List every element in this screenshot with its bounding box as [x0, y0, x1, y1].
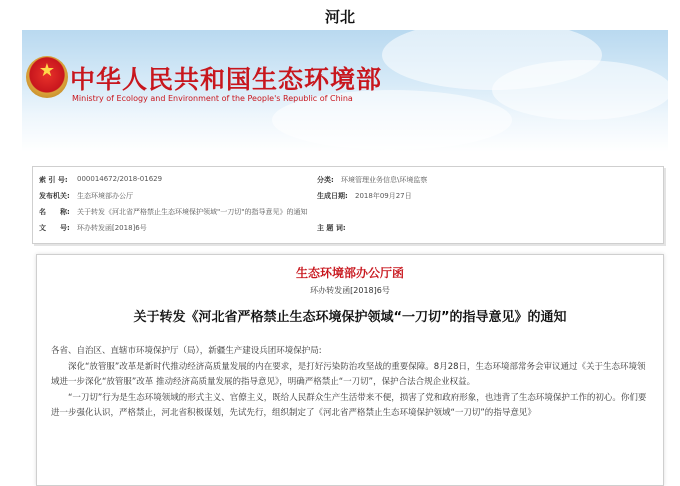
- index-label: 索 引 号:: [39, 176, 68, 184]
- category-value: 环境管理业务信息\环境监察: [341, 176, 428, 184]
- meta-row-issuer: [33, 191, 663, 203]
- paragraph-1: 深化“放管服”改革是新时代推动经济高质量发展的内在要求，是打好污染防治攻坚战的重要保障。8月28日，生态环境部常务会审议通过《关于生态环境领域进一步深化“放管服”改革 推动经济高质量发展的指导意见》，明确严格禁止“一刀切”，保护合法合规企业权益。: [51, 361, 646, 387]
- docno-label: 文 号:: [39, 224, 70, 232]
- docno-value: 环办转发函[2018]6号: [77, 224, 147, 232]
- document-title: 关于转发《河北省严格禁止生态环境保护领域“一刀切”的指导意见》的通知: [133, 310, 567, 325]
- subject-label: 主 题 词:: [317, 224, 346, 232]
- ministry-name-en: Ministry of Ecology and Environment of the People's Republic of China: [72, 94, 353, 103]
- name-label: 名 称:: [39, 208, 70, 216]
- meta-row-name: [33, 207, 663, 219]
- document-body: [51, 344, 649, 422]
- category-label: 分类:: [317, 176, 334, 184]
- issuer-value: 生态环境部办公厅: [77, 192, 133, 200]
- document-content: [36, 254, 664, 486]
- name-value: 关于转发《河北省严格禁止生态环境保护领域"一刀切"的指导意见》的通知: [77, 208, 308, 216]
- ministry-name-cn: 中华人民共和国生态环境部: [70, 65, 383, 94]
- salutation: 各省、自治区、直辖市环境保护厅（局），新疆生产建设兵团环境保护局:: [51, 346, 322, 356]
- ministry-banner: [22, 30, 668, 152]
- index-value: 000014672/2018-01629: [77, 175, 163, 183]
- paragraph-2: “一刀切”行为是生态环境领域的形式主义、官僚主义，既给人民群众生产生活带来不便，损害了党和政府形象，也违背了生态环境保护工作的初心。你们要进一步强化认识，严格禁止，河北省积极谋划，先试先行，组织制定了《河北省严格禁止生态环境保护领域“一刀切”的指导意见》: [51, 392, 647, 418]
- date-value: 2018年09月27日: [355, 192, 412, 200]
- national-emblem-icon: [26, 56, 68, 98]
- meta-row-docno: [33, 223, 663, 235]
- document-header: 生态环境部办公厅函: [295, 266, 404, 280]
- document-metadata-panel: [32, 166, 664, 244]
- issuer-label: 发布机关:: [39, 192, 70, 200]
- region-title: 河北: [324, 8, 355, 26]
- meta-row-index: [33, 175, 663, 187]
- document-number: 环办转发函[2018]6号: [310, 286, 390, 295]
- date-label: 生成日期:: [317, 192, 348, 200]
